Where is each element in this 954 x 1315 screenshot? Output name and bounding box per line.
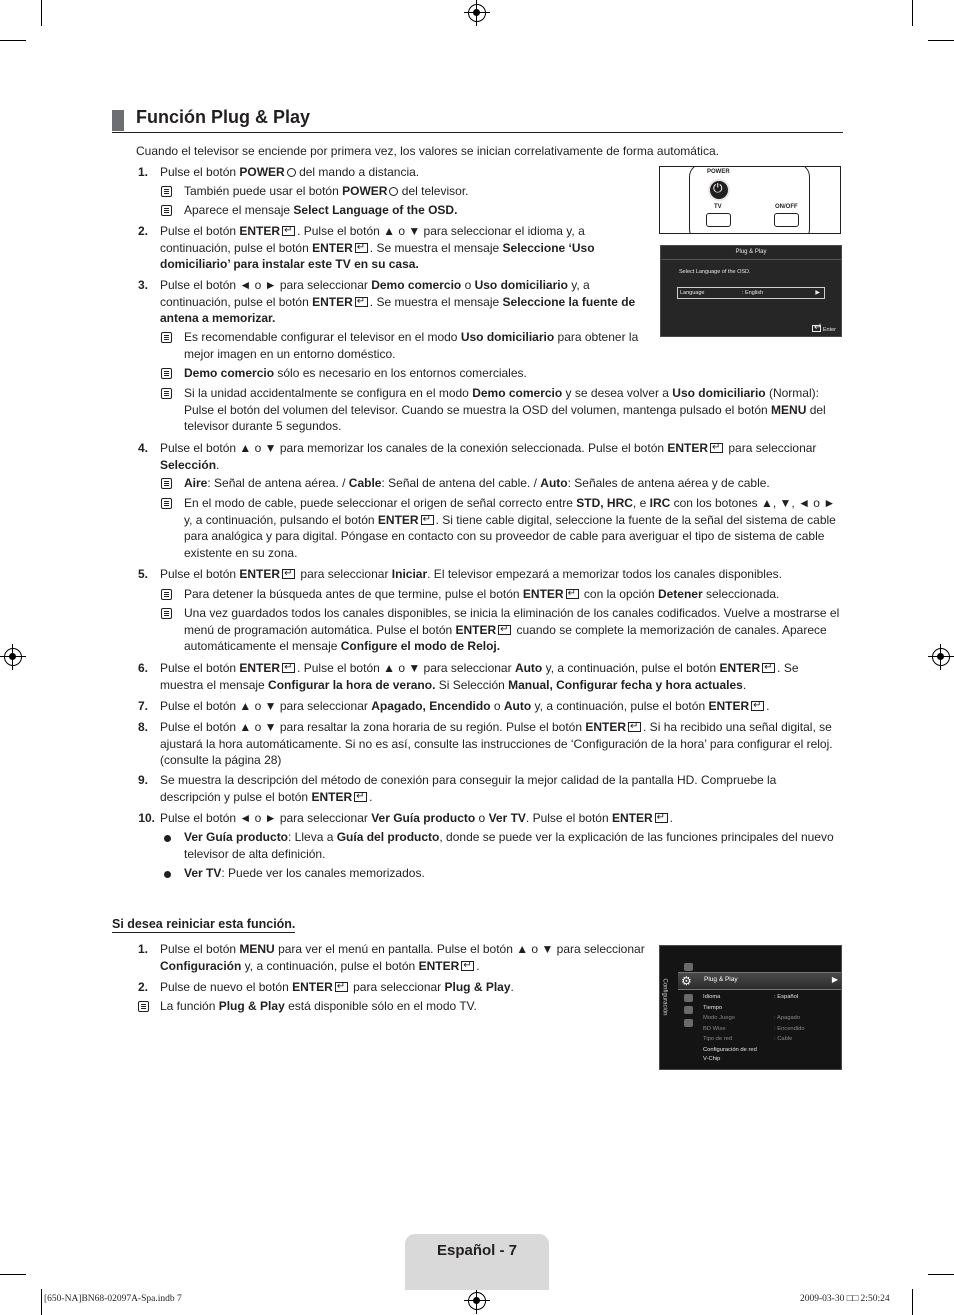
note-icon xyxy=(161,608,172,619)
crop-mark xyxy=(912,1289,913,1315)
note-text: Es recomendable configurar el televisor en el modo Uso domiciliario para obtener la mejor imagen en un entorno doméstico. xyxy=(184,330,639,361)
crop-mark xyxy=(912,0,913,26)
enter-icon xyxy=(282,226,295,236)
menu-category-icon xyxy=(684,963,693,971)
note-icon xyxy=(161,368,172,379)
note-text: En el modo de cable, puede seleccionar el origen de señal correcto entre STD, HRC, e IRC con los botones ▲, ▼, ◄ o ► y, a continuación, pulsando el botón ENTER↵ . Si tiene cable digital, seleccione la fuente de la señal del sistema de cable para analógica y para digital. Póngase en contacto con su proveedor de cable para averiguar el tipo de sistema de cable existente en su zona. xyxy=(184,495,844,561)
note-text: Aparece el mensaje Select Language of the OSD. xyxy=(184,203,458,217)
bullet-icon xyxy=(164,871,171,878)
osd-selected-label: Plug & Play xyxy=(704,976,738,983)
slug-left: [650-NA]BN68-02097A-Spa.indb 7 xyxy=(44,1294,182,1304)
osd-footer xyxy=(810,325,836,333)
osd-menu-value: : Cable xyxy=(774,1036,793,1042)
note-icon xyxy=(161,498,172,509)
enter-icon xyxy=(762,663,775,673)
osd-row-key: Language xyxy=(680,290,705,296)
step-number: 2. xyxy=(137,980,148,994)
step-number: 2. xyxy=(137,224,148,238)
note-text: Una vez guardados todos los canales disponibles, se inicia la eliminación de los canales codificados. Vuelve a mostrarse el menú de programación automática. Pulse el botón ENTER↵ cuando se complete la memorización de canales. Aparece automáticamente el mensaje Configure el modo de Reloj. xyxy=(184,605,844,655)
enter-icon xyxy=(655,813,668,823)
note-text: La función Plug & Play está disponible sólo en el modo TV. xyxy=(160,999,477,1013)
crop-mark xyxy=(0,40,26,41)
gear-icon: ⚙ xyxy=(681,974,692,988)
step-text: Pulse el botón ENTER↵ . Pulse el botón ▲ o ▼ para seleccionar el idioma y, a continuación, pulse el botón ENTER↵ . Se muestra el mensaje Seleccione ‘Uso domiciliario’ para instalar este TV en su casa. xyxy=(160,223,640,273)
note-icon xyxy=(161,205,172,216)
enter-icon xyxy=(421,515,434,525)
bullet-icon xyxy=(164,835,171,842)
step-number: 1. xyxy=(137,942,148,956)
step-number: 10. xyxy=(138,811,155,825)
step-text: Pulse el botón ▲ o ▼ para memorizar los canales de la conexión seleccionada. Pulse el botón ENTER↵ para seleccionar Selección. xyxy=(160,440,840,473)
osd-menu-value: : Apagado xyxy=(774,1015,801,1021)
note-icon xyxy=(161,478,172,489)
osd-settings-menu xyxy=(659,945,842,1070)
enter-icon xyxy=(498,625,511,635)
power-button-icon xyxy=(708,179,730,201)
note-icon xyxy=(161,388,172,399)
crop-mark xyxy=(0,1274,26,1275)
osd-row-value: : English xyxy=(742,290,764,296)
note-icon xyxy=(161,186,172,197)
step-text: Pulse el botón MENU para ver el menú en pantalla. Pulse el botón ▲ o ▼ para seleccionar Configuración y, a continuación, pulse el botón ENTER↵ . xyxy=(160,941,655,974)
onoff-button-icon xyxy=(774,213,799,227)
osd-menu-value: : Encendido xyxy=(774,1026,805,1032)
osd-menu-item: Configuración de red xyxy=(703,1047,757,1053)
enter-icon xyxy=(628,722,641,732)
registration-mark-icon xyxy=(468,1292,486,1310)
note-icon xyxy=(161,589,172,600)
osd-header: Plug & Play xyxy=(661,246,841,260)
osd-prompt: Select Language of the OSD. xyxy=(679,269,751,275)
intro-text: Cuando el televisor se enciende por primera vez, los valores se inician correlativamente de forma automática. xyxy=(136,144,719,158)
power-icon xyxy=(389,187,398,196)
enter-icon xyxy=(710,443,723,453)
step-text: Pulse el botón POWER del mando a distancia. xyxy=(160,165,420,179)
bullet-text: Ver TV: Puede ver los canales memorizados. xyxy=(184,866,425,880)
step-number: 5. xyxy=(137,567,148,581)
step-number: 6. xyxy=(137,661,148,675)
page-title: Función Plug & Play xyxy=(136,107,311,127)
osd-menu-item: BD Wise xyxy=(703,1026,726,1032)
osd-language-row xyxy=(677,287,825,299)
remote-onoff-label: ON/OFF xyxy=(775,204,798,210)
note-text: Si la unidad accidentalmente se configura en el modo Demo comercio y se desea volver a Uso domiciliario (Normal): Pulse el botón del volumen del televisor. Cuando se muestra la OSD del volumen, mantenga pulsado el botón MENU del televisor durante 5 segundos. xyxy=(184,386,826,434)
note-text: También puede usar el botón POWER del televisor. xyxy=(184,184,469,198)
osd-menu-item: V-Chip xyxy=(703,1056,721,1062)
section-title-bar xyxy=(112,106,843,133)
sub-heading: Si desea reiniciar esta función. xyxy=(112,917,296,931)
note-icon xyxy=(138,1001,149,1012)
enter-icon xyxy=(354,792,367,802)
osd-menu-item: Idioma xyxy=(703,994,721,1000)
enter-icon xyxy=(461,961,474,971)
arrow-right-icon: ▶ xyxy=(831,975,838,984)
note-text: Demo comercio sólo es necesario en los entornos comerciales. xyxy=(184,366,527,380)
enter-icon xyxy=(751,701,764,711)
osd-selected-item xyxy=(678,972,842,990)
step-text: Pulse el botón ENTER↵ para seleccionar Iniciar. El televisor empezará a memorizar todos los canales disponibles. xyxy=(160,566,782,583)
osd-vertical-label: Configuración xyxy=(661,978,668,1016)
menu-category-icon xyxy=(684,1006,693,1014)
osd-menu-item: Tiempo xyxy=(703,1005,723,1011)
bullet-text: Ver Guía producto: Lleva a Guía del producto, donde se puede ver la explicación de las funciones principales del nuevo televisor de alta definición. xyxy=(184,830,834,861)
menu-category-icon xyxy=(684,994,693,1002)
step-number: 4. xyxy=(137,441,148,455)
osd-language-screen xyxy=(660,245,842,337)
crop-mark xyxy=(928,1274,954,1275)
step-number: 1. xyxy=(137,165,148,179)
step-text: Pulse el botón ▲ o ▼ para resaltar la zona horaria de su región. Pulse el botón ENTER↵ . Si ha recibido una señal digital, se ajustará la hora automáticamente. Si no es así, consulte las instrucciones de ‘Configuración de la hora’ para configurar el reloj. (consulte la página 28) xyxy=(160,719,840,769)
enter-icon xyxy=(812,325,821,332)
tv-button-icon xyxy=(706,213,731,227)
note-text: Aire: Señal de antena aérea. / Cable: Señal de antena del cable. / Auto: Señales de antena aérea y de cable. xyxy=(184,476,770,490)
title-accent xyxy=(112,110,124,131)
step-number: 3. xyxy=(137,278,148,292)
crop-mark xyxy=(928,40,954,41)
arrow-right-icon: ▶ xyxy=(815,290,820,296)
step-text: Pulse el botón ◄ o ► para seleccionar Demo comercio o Uso domiciliario y, a continuación, pulse el botón ENTER↵ . Se muestra el mensaje Seleccione la fuente de antena a memorizar. xyxy=(160,277,650,327)
step-text: Pulse el botón ENTER↵ . Pulse el botón ▲ o ▼ para seleccionar Auto y, a continuación, pulse el botón ENTER↵ . Se muestra el mensaje Configurar la hora de verano. Si Selección Manual, Configurar fecha y hora actuales. xyxy=(160,660,840,693)
remote-power-label: POWER xyxy=(707,169,730,175)
menu-category-icon xyxy=(684,1019,693,1027)
step-number: 9. xyxy=(137,773,148,787)
note-text: Para detener la búsqueda antes de que termine, pulse el botón ENTER↵ con la opción Detener seleccionada. xyxy=(184,586,779,603)
osd-menu-item: Tipo de red xyxy=(703,1036,733,1042)
osd-menu-value: : Español xyxy=(774,994,799,1000)
osd-menu-item: Modo Juego xyxy=(703,1015,735,1021)
page-label: Español - 7 xyxy=(436,1242,518,1259)
power-icon xyxy=(287,168,296,177)
enter-icon xyxy=(282,569,295,579)
remote-tv-label: TV xyxy=(714,204,722,210)
page-number-tab xyxy=(405,1234,549,1290)
enter-icon xyxy=(282,663,295,673)
registration-mark-icon xyxy=(468,4,486,22)
enter-icon xyxy=(355,297,368,307)
slug-right: 2009-03-30 □□ 2:50:24 xyxy=(800,1294,890,1304)
crop-mark xyxy=(41,0,42,26)
registration-mark-icon xyxy=(4,648,22,666)
osd-footer-label: Enter xyxy=(822,327,836,333)
crop-mark xyxy=(41,1289,42,1315)
step-text: Pulse el botón ◄ o ► para seleccionar Ver Guía producto o Ver TV. Pulse el botón ENTER↵ . xyxy=(160,810,673,827)
step-number: 8. xyxy=(137,720,148,734)
note-icon xyxy=(161,332,172,343)
enter-icon xyxy=(335,982,348,992)
step-text: Pulse el botón ▲ o ▼ para seleccionar Apagado, Encendido o Auto y, a continuación, pulse el botón ENTER↵ . xyxy=(160,698,769,715)
remote-control-image xyxy=(659,166,841,234)
enter-icon xyxy=(355,243,368,253)
step-number: 7. xyxy=(137,699,148,713)
registration-mark-icon xyxy=(932,648,950,666)
step-text: Se muestra la descripción del método de conexión para conseguir la mejor calidad de la pantalla HD. Compruebe la descripción y pulse el botón ENTER↵ . xyxy=(160,772,840,805)
step-text: Pulse de nuevo el botón ENTER↵ para seleccionar Plug & Play. xyxy=(160,979,514,996)
enter-icon xyxy=(566,589,579,599)
